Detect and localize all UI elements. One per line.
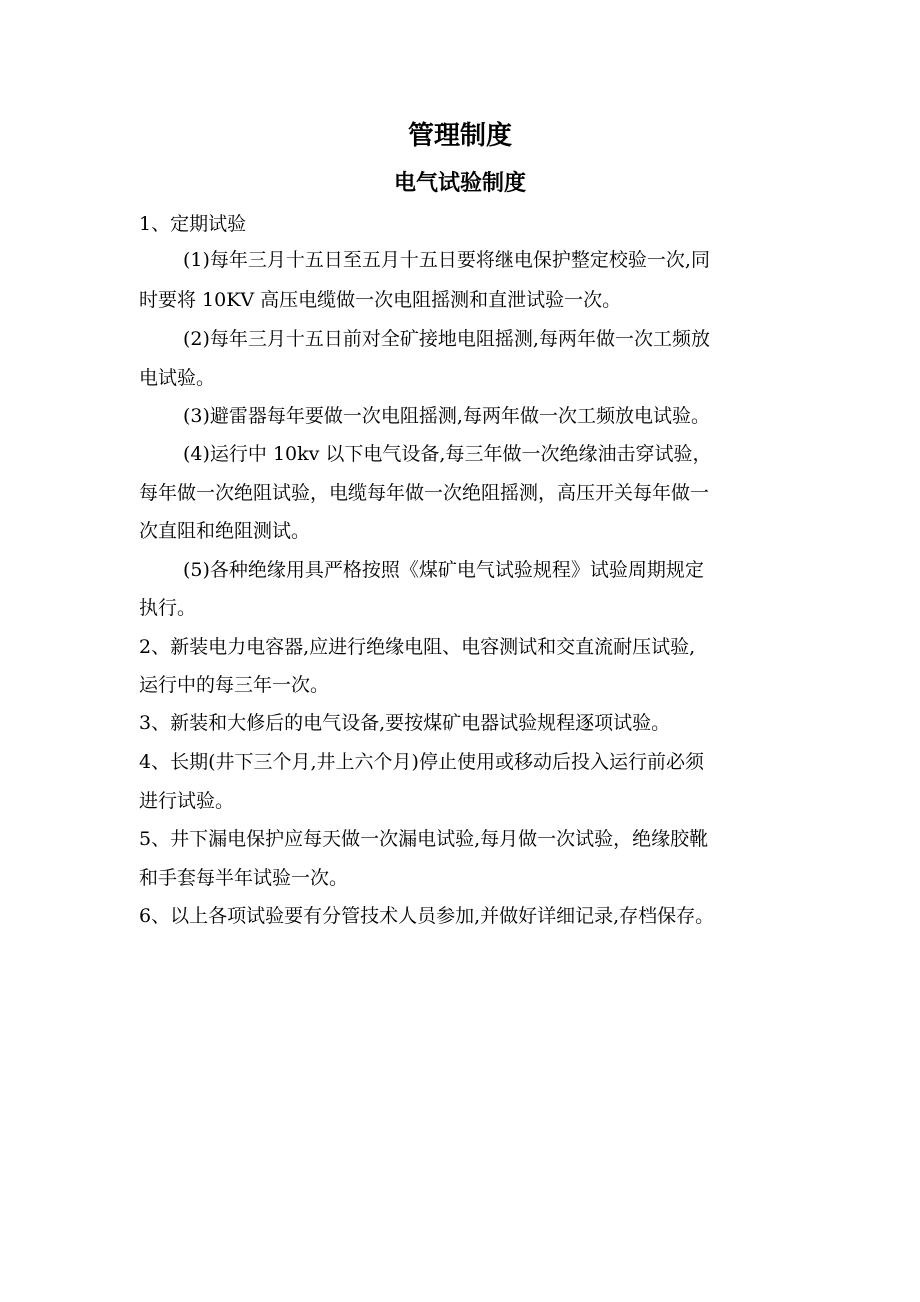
document-subtitle: 电气试验制度 [393,171,526,196]
item-4-line-2: 每年做一次绝阻试验，电缆每年做一次绝阻摇测，高压开关每年做一 [139,482,710,504]
item-1-line-1: (1)每年三月十五日至五月十五日要将继电保护整定校验一次,同 [183,249,710,271]
item-2-line-2: 电试验。 [139,367,216,389]
item-5-line-1: (5)各种绝缘用具严格按照《煤矿电气试验规程》试验周期规定 [183,559,704,581]
section-6-line-1: 6、以上各项试验要有分管技术人员参加,并做好详细记录,存档保存。 [139,905,715,927]
section-5-line-1: 5、井下漏电保护应每天做一次漏电试验,每月做一次试验，绝缘胶靴 [139,828,709,850]
document-title: 管理制度 [407,121,512,151]
item-5-line-2: 执行。 [139,597,197,619]
item-1-line-2: 时要将 10KV 高压电缆做一次电阻摇测和直泄试验一次。 [139,289,622,311]
item-2-line-1: (2)每年三月十五日前对全矿接地电阻摇测,每两年做一次工频放 [183,328,710,350]
section-3-line-1: 3、新装和大修后的电气设备,要按煤矿电器试验规程逐项试验。 [139,712,671,734]
section-5-line-2: 和手套每半年试验一次。 [139,867,349,889]
section-1-heading: 1、定期试验 [139,213,247,235]
item-4-line-1: (4)运行中 10kv 以下电气设备,每三年做一次绝缘油击穿试验， [183,443,712,465]
item-3-line-1: (3)避雷器每年要做一次电阻摇测,每两年做一次工频放电试验。 [183,405,710,427]
section-4-line-2: 进行试验。 [139,790,235,812]
section-4-line-1: 4、长期(井下三个月,井上六个月)停止使用或移动后投入运行前必须 [139,751,704,773]
section-2-line-1: 2、新装电力电容器,应进行绝缘电阻、电容测试和交直流耐压试验, [139,636,696,658]
section-2-line-2: 运行中的每三年一次。 [139,674,330,696]
item-4-line-3: 次直阻和绝阻测试。 [139,520,311,542]
